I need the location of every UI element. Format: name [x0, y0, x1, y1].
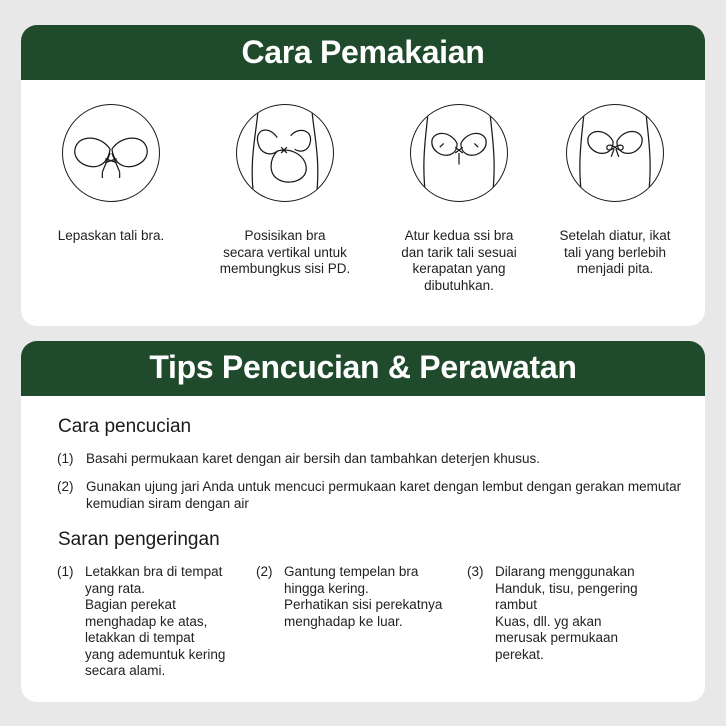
bra-ribbon-icon — [566, 104, 664, 202]
washing-item-1 — [57, 451, 687, 468]
drying-item-2-number: (2) — [256, 564, 273, 579]
drying-item-1-text: Letakkan bra di tempat yang rata. Bagian perekat menghadap ke atas, letakkan di tempat yang ademuntuk kering secara alami. — [85, 564, 226, 678]
care-card — [21, 341, 705, 702]
usage-step-3-caption: Atur kedua ssi bra dan tarik tali sesuai kerapatan yang dibutuhkan. — [401, 228, 517, 293]
usage-step-1 — [31, 104, 191, 245]
washing-item-2-number: (2) — [57, 479, 74, 494]
usage-step-3 — [379, 104, 539, 294]
usage-step-2 — [205, 104, 365, 278]
usage-card — [21, 25, 705, 326]
drying-title: Saran pengeringan — [58, 529, 220, 550]
usage-steps — [21, 80, 705, 326]
drying-item-3-number: (3) — [467, 564, 484, 579]
washing-item-1-number: (1) — [57, 451, 74, 466]
bra-vertical-icon — [236, 104, 334, 202]
usage-step-4-caption: Setelah diatur, ikat tali yang berlebih menjadi pita. — [559, 228, 671, 276]
care-title: Tips Pencucian & Perawatan — [21, 341, 705, 396]
bra-cups-icon — [62, 104, 160, 202]
washing-item-2 — [57, 479, 687, 512]
washing-item-2-text: Gunakan ujung jari Anda untuk mencuci permukaan karet dengan lembut dengan gerakan memutar kemudian siram dengan air — [86, 479, 682, 511]
drying-item-2-text: Gantung tempelan bra hingga kering. Perhatikan sisi perekatnya menghadap ke luar. — [284, 564, 443, 629]
drying-item-1-number: (1) — [57, 564, 74, 579]
washing-title: Cara pencucian — [58, 416, 192, 437]
bra-tighten-icon — [410, 104, 508, 202]
usage-step-1-caption: Lepaskan tali bra. — [57, 228, 165, 243]
drying-item-3-text: Dilarang menggunakan Handuk, tisu, pengering rambut Kuas, dll. yg akan merusak permukaan perekat. — [495, 564, 638, 662]
drying-item-3 — [467, 564, 687, 663]
drying-item-1 — [57, 564, 257, 680]
usage-step-2-caption: Posisikan bra secara vertikal untuk membungkus sisi PD. — [219, 228, 351, 276]
drying-item-2 — [256, 564, 466, 630]
washing-item-1-text: Basahi permukaan karet dengan air bersih dan tambahkan deterjen khusus. — [86, 451, 541, 466]
usage-title: Cara Pemakaian — [21, 25, 705, 80]
usage-step-4 — [535, 104, 695, 278]
